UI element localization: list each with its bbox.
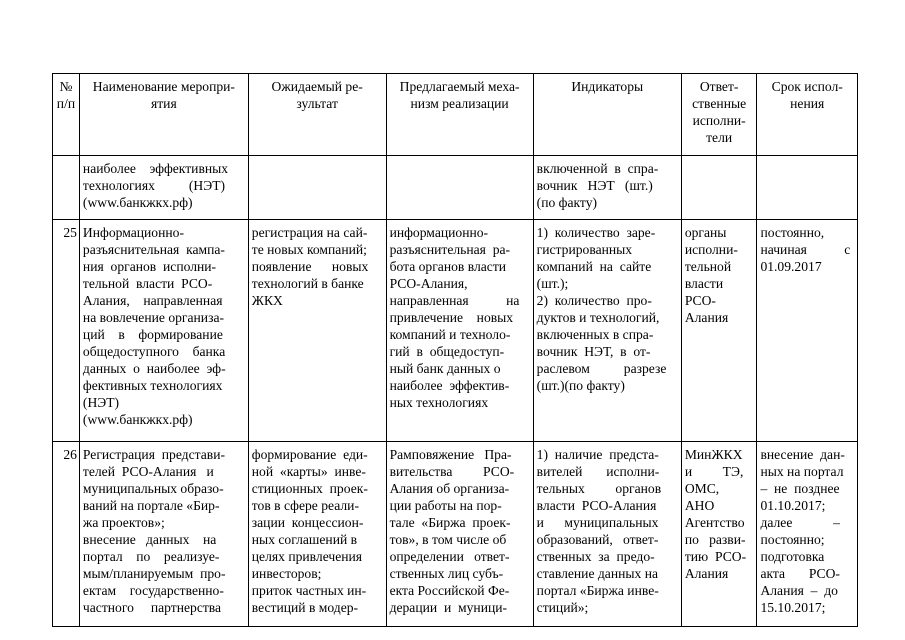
row-responsible: МинЖКХ и ТЭ, ОМС, АНО Агентство по разви- тию РСО- Алания [681,442,757,627]
row-indicators: 1) количество заре- гистрированных компаний на сайте (шт.); 2) количество про- дуктов и технологий, включенных в спра- вочник НЭТ, в от- раслевом разрезе (шт.)(по факту) [533,220,681,442]
table-row [53,220,858,442]
row-mechanism: информационно- разъяснительная ра- бота органов власти РСО-Алания, направленная на привлечение новых компаний и техноло- гий в общедоступ- ный банк данных о наиболее эффектив- ных технологиях [386,220,533,442]
row-num: 26 [53,442,80,627]
header-responsible: Ответ- ственные исполни- тели [681,74,757,156]
row-mechanism: Рамповяжение Пра- вительства РСО- Алания об организа- ции работы на пор- тале «Биржа проек- тов», в том числе об определении ответ- ственных лиц субъ- екта Российской Фе- дерации и муници- [386,442,533,627]
header-deadline: Срок испол- нения [757,74,858,156]
row-event: Регистрация представи- телей РСО-Алания и муниципальных образо- ваний на портале «Бир- жа проектов»; внесение данных на портал по реализуе- мым/планируемым про- ектам государственно- частного партнерства [79,442,248,627]
row-event: наиболее эффективных технологиях (НЭТ) (www.банкжкх.рф) [79,156,248,220]
header-event: Наименование меропри- ятия [79,74,248,156]
header-row [53,74,858,156]
row-indicators: 1) наличие предста- вителей исполни- тельных органов власти РСО-Алания и муниципальных образований, ответ- ственных за предо- ставление данных на портал «Биржа инве- стиций»; [533,442,681,627]
row-deadline [757,156,858,220]
row-responsible [681,156,757,220]
header-num: № п/п [53,74,80,156]
header-indicators: Индикаторы [533,74,681,156]
row-deadline: внесение дан- ных на портал – не позднее 01.10.2017; далее – постоянно; подготовка акта РСО- Алания – до 15.10.2017; [757,442,858,627]
row-num [53,156,80,220]
row-num: 25 [53,220,80,442]
activities-table [52,73,858,627]
table-row [53,156,858,220]
header-mechanism: Предлагаемый меха- низм реализации [386,74,533,156]
row-result: регистрация на сай- те новых компаний; появление новых технологий в банке ЖКХ [248,220,386,442]
row-result: формирование еди- ной «карты» инве- стиционных проек- тов в сфере реали- зации концессион- ных соглашений в целях привлечения инвесторов; приток частных ин- вестиций в модер- [248,442,386,627]
header-result: Ожидаемый ре- зультат [248,74,386,156]
row-deadline: постоянно, начиная с 01.09.2017 [757,220,858,442]
row-indicators: включенной в спра- вочник НЭТ (шт.) (по факту) [533,156,681,220]
table-row [53,442,858,627]
row-result [248,156,386,220]
row-event: Информационно- разъяснительная кампа- ния органов исполни- тельной власти РСО- Алания, направленная на вовлечение организа- ций в формирование общедоступного банка данных о наиболее эф- фективных технологиях (НЭТ) (www.банкжкх.рф) [79,220,248,442]
row-responsible: органы исполни- тельной власти РСО- Алания [681,220,757,442]
row-mechanism [386,156,533,220]
